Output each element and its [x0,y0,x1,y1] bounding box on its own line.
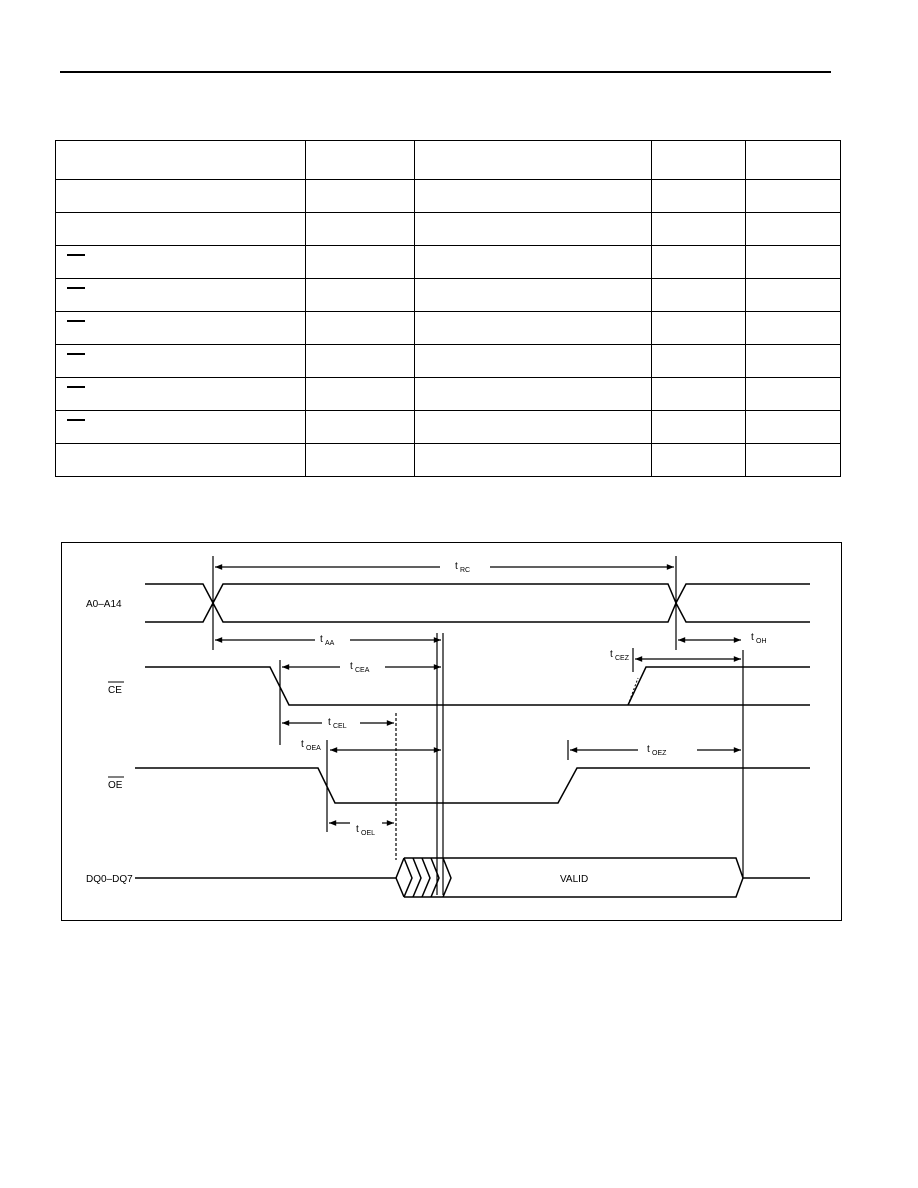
tcea-label [350,661,370,674]
tcez-label [610,649,630,662]
svg-text:CEA: CEA [355,667,370,674]
reference-lines [213,556,743,895]
toez-label [647,744,667,757]
oe-waveform [135,768,810,803]
address-signal-label: A0–A14 [86,599,122,610]
tcel-label [328,717,347,730]
svg-text:t: t [350,661,353,672]
toel-label [356,824,375,837]
svg-text:t: t [455,561,458,572]
svg-text:CEZ: CEZ [615,655,629,662]
svg-text:t: t [356,824,359,835]
trc-label [455,561,470,574]
ce-transition-dashed [628,678,638,705]
address-waveform [145,584,810,622]
svg-text:t: t [320,634,323,645]
svg-text:CEL: CEL [333,723,347,730]
svg-text:AA: AA [325,640,335,647]
oe-signal-label: OE [108,780,123,791]
svg-text:OEA: OEA [306,745,321,752]
svg-text:OH: OH [756,638,767,645]
toea-label [301,739,321,752]
svg-text:t: t [647,744,650,755]
data-valid-label: VALID [560,874,589,885]
ce-waveform [145,667,810,705]
svg-text:OEL: OEL [361,830,376,837]
data-waveform [135,858,810,897]
svg-text:RC: RC [460,567,471,574]
svg-text:t: t [328,717,331,728]
svg-text:OEZ: OEZ [652,750,667,757]
ce-signal-label: CE [108,685,122,696]
taa-label [320,634,335,647]
svg-text:t: t [301,739,304,750]
data-signal-label: DQ0–DQ7 [86,874,133,885]
toh-label [751,632,767,645]
svg-text:t: t [610,649,613,660]
svg-text:t: t [751,632,754,643]
measurement-arrows [215,567,741,823]
